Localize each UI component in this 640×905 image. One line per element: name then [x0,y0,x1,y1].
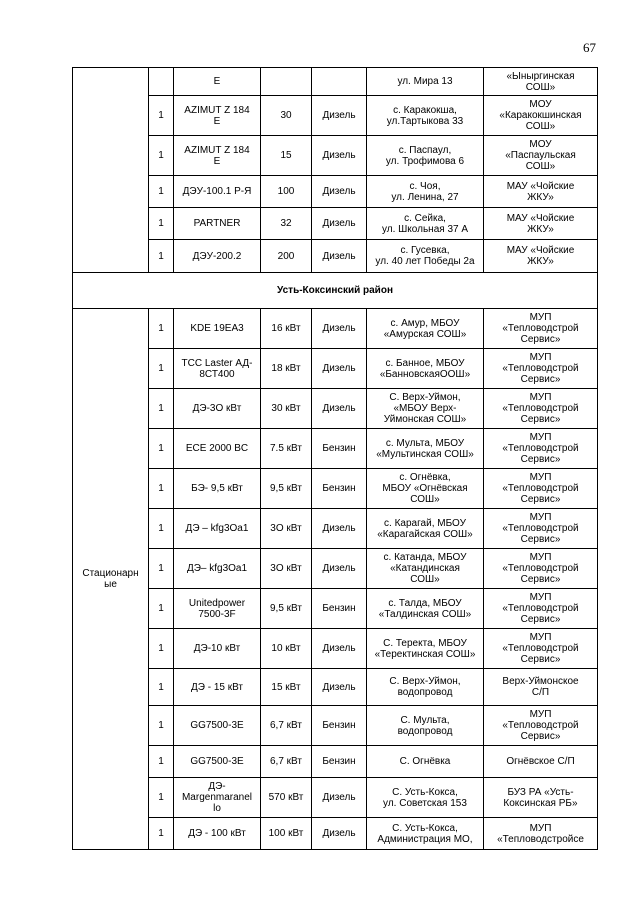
quantity-cell-text: 1 [158,563,164,574]
district-row [73,273,598,309]
power-cell [261,309,312,349]
table-row [73,208,598,240]
address-cell-text: С. Огнёвка [399,756,451,767]
owner-cell [484,589,598,629]
owner-cell [484,818,598,850]
quantity-cell-text: 1 [158,483,164,494]
power-cell [261,469,312,509]
owner-cell-text: МУП «Тепловодстрой Сервис» [502,432,579,465]
address-cell-text: с. Сейка, ул. Школьная 37 А [381,212,469,235]
owner-cell [484,629,598,669]
owner-cell [484,240,598,273]
address-cell [367,669,484,706]
fuel-cell-text: Бензин [322,483,356,494]
district-cell-text: Усть-Коксинский район [277,285,393,296]
power-cell-text: 6,7 кВт [270,756,302,767]
address-cell [367,429,484,469]
model-cell-text: GG7500-3E [190,720,244,731]
fuel-cell [312,176,367,208]
power-cell-text: 570 кВт [268,792,304,803]
power-cell-text: 32 [280,218,292,229]
quantity-cell [149,136,174,176]
table-row [73,240,598,273]
model-cell-text: ДЭ – kfg3Oa1 [185,523,249,534]
fuel-cell [312,669,367,706]
address-cell [367,778,484,818]
fuel-cell-text: Дизель [322,563,356,574]
quantity-cell [149,509,174,549]
power-cell [261,549,312,589]
table-row [73,669,598,706]
model-cell [174,706,261,746]
fuel-cell [312,629,367,669]
owner-cell [484,208,598,240]
table-row [73,389,598,429]
model-cell-text: ДЭУ-100.1 Р-Я [182,186,252,197]
address-cell [367,746,484,778]
address-cell [367,208,484,240]
model-cell [174,746,261,778]
table-row [73,509,598,549]
owner-cell [484,349,598,389]
fuel-cell [312,309,367,349]
power-cell [261,746,312,778]
type-cell [73,309,149,850]
address-cell [367,629,484,669]
table-row [73,68,598,96]
address-cell-text: с. Талда, МБОУ «Талдинская СОШ» [378,597,472,620]
fuel-cell-text: Дизель [322,403,356,414]
model-cell [174,509,261,549]
owner-cell-text: «Ыныргинская СОШ» [506,70,575,93]
fuel-cell [312,240,367,273]
owner-cell-text: МУП «Тепловодстрой Сервис» [502,552,579,585]
fuel-cell [312,778,367,818]
model-cell-text: ДЭ-3О кВт [192,403,242,414]
model-cell [174,429,261,469]
quantity-cell [149,669,174,706]
owner-cell-text: БУЗ РА «Усть- Коксинская РБ» [503,786,578,809]
quantity-cell [149,818,174,850]
address-cell [367,309,484,349]
fuel-cell [312,589,367,629]
table-row [73,136,598,176]
model-cell-text: GG7500-3E [190,756,244,767]
power-cell-text: 18 кВт [271,363,301,374]
quantity-cell-text: 1 [158,218,164,229]
owner-cell [484,778,598,818]
model-cell-text: ДЭ- Margenmaranel lo [181,781,253,814]
address-cell-text: с. Каракокша, ул.Тартыкова 33 [386,104,464,127]
address-cell-text: с. Чоя, ул. Ленина, 27 [391,180,459,203]
fuel-cell-text: Дизель [322,523,356,534]
owner-cell [484,136,598,176]
address-cell [367,240,484,273]
address-cell-text: с. Банное, МБОУ «БанновскаяООШ» [379,357,471,380]
owner-cell-text: МАУ «Чойские ЖКУ» [506,180,575,203]
quantity-cell-text: 1 [158,403,164,414]
owner-cell-text: МУП «Тепловодстрой Сервис» [502,312,579,345]
owner-cell [484,96,598,136]
table-row [73,469,598,509]
fuel-cell-text: Дизель [322,792,356,803]
model-cell [174,176,261,208]
address-cell-text: с. Карагай, МБОУ «Карагайская СОШ» [377,517,473,540]
fuel-cell [312,349,367,389]
power-cell [261,349,312,389]
owner-cell [484,176,598,208]
type-cell-empty [73,68,149,273]
owner-cell [484,429,598,469]
fuel-cell-text: Бензин [322,720,356,731]
power-cell [261,389,312,429]
power-cell [261,240,312,273]
quantity-cell [149,549,174,589]
power-cell [261,176,312,208]
model-cell-text: AZIMUT Z 184 E [184,144,250,167]
quantity-cell-text: 1 [158,443,164,454]
model-cell [174,629,261,669]
power-cell-text: 30 [280,110,292,121]
power-cell [261,68,312,96]
power-cell-text: 15 [280,150,292,161]
quantity-cell [149,469,174,509]
address-cell-text: С. Верх-Уймон, «МБОУ Верх- Уймонская СОШ» [383,392,467,425]
owner-cell-text: МУП «Тепловодстрой Сервис» [502,512,579,545]
power-cell-text: 7.5 кВт [270,443,302,454]
address-cell [367,589,484,629]
quantity-cell [149,389,174,429]
owner-cell-text: МУП «Тепловодстрой Сервис» [502,472,579,505]
power-cell [261,208,312,240]
owner-cell [484,706,598,746]
owner-cell-text: МУП «Тепловодстройсе [497,822,584,845]
model-cell [174,136,261,176]
power-cell-text: 200 [277,250,295,262]
model-cell [174,818,261,850]
owner-cell-text: МУП «Тепловодстрой Сервис» [502,392,579,425]
quantity-cell-text: 1 [158,150,164,161]
table-row [73,818,598,850]
model-cell [174,240,261,273]
power-cell-text: 9,5 кВт [270,483,302,494]
owner-cell-text: МУП «Тепловодстрой Сервис» [502,592,579,625]
model-cell-text: PARTNER [193,218,241,229]
owner-cell-text: Огнёвское С/П [506,756,575,767]
table-row [73,589,598,629]
power-cell [261,706,312,746]
fuel-cell-text: Дизель [322,828,356,839]
district-cell [73,273,598,309]
model-cell-text: ДЭУ-200.2 [192,250,242,262]
address-cell [367,509,484,549]
address-cell [367,469,484,509]
quantity-cell [149,68,174,96]
owner-cell [484,669,598,706]
fuel-cell [312,429,367,469]
table-row [73,746,598,778]
model-cell-text: TCC Laster АД- 8СТ400 [181,357,253,380]
owner-cell-text: Верх-Уймонское С/П [502,676,579,698]
address-cell-text: с. Огнёвка, МБОУ «Огнёвская СОШ» [382,472,468,505]
power-cell-text: 3О кВт [270,563,302,574]
address-cell-text: с. Гусевка, ул. 40 лет Победы 2а [375,245,475,267]
model-cell-text: ДЭ - 100 кВт [188,828,246,839]
model-cell [174,778,261,818]
fuel-cell [312,208,367,240]
power-cell-text: 9,5 кВт [270,603,302,614]
owner-cell [484,509,598,549]
owner-cell [484,68,598,96]
owner-cell-text: МАУ «Чойские ЖКУ» [506,212,575,235]
quantity-cell [149,778,174,818]
power-cell [261,136,312,176]
fuel-cell [312,136,367,176]
table-row [73,549,598,589]
power-cell-text: 6,7 кВт [270,720,302,731]
quantity-cell [149,349,174,389]
power-cell-text: 100 [277,186,295,197]
owner-cell [484,469,598,509]
owner-cell [484,309,598,349]
model-cell [174,669,261,706]
model-cell-text: ДЭ– kfg3Oa1 [186,563,248,574]
fuel-cell [312,96,367,136]
table-row [73,429,598,469]
address-cell-text: ул. Мира 13 [397,76,453,87]
table-row [73,778,598,818]
table-row [73,176,598,208]
fuel-cell [312,818,367,850]
model-cell [174,589,261,629]
quantity-cell-text: 1 [158,186,164,197]
fuel-cell-text: Дизель [322,250,356,262]
fuel-cell-text: Дизель [322,186,356,197]
quantity-cell-text: 1 [158,792,164,803]
model-cell-text: БЭ- 9,5 кВт [191,483,243,494]
power-cell [261,589,312,629]
fuel-cell-text: Дизель [322,643,356,654]
owner-cell-text: МУП «Тепловодстрой Сервис» [502,632,579,665]
quantity-cell [149,208,174,240]
address-cell [367,349,484,389]
model-cell [174,96,261,136]
quantity-cell [149,96,174,136]
model-cell-text: AZIMUT Z 184 E [184,104,250,127]
table-row [73,349,598,389]
address-cell-text: с. Мульта, МБОУ «Мультинская СОШ» [376,437,474,460]
owner-cell-text: МАУ «Чойские ЖКУ» [506,245,575,267]
address-cell-text: С. Мульта, водопровод [397,714,453,737]
address-cell [367,389,484,429]
fuel-cell [312,509,367,549]
power-cell [261,778,312,818]
quantity-cell-text: 1 [158,110,164,121]
address-cell-text: С. Усть-Кокса, ул. Советская 153 [383,786,467,809]
quantity-cell [149,429,174,469]
address-cell-text: С. Верх-Уймон, водопровод [389,676,461,698]
quantity-cell-text: 1 [158,323,164,334]
address-cell-text: С. Теректа, МБОУ «Теректинская СОШ» [374,637,476,660]
model-cell-text: Unitedpower 7500-3F [188,597,246,620]
address-cell [367,68,484,96]
quantity-cell-text: 1 [158,523,164,534]
owner-cell-text: МОУ «Каракокшинская СОШ» [499,99,582,132]
table-row [73,706,598,746]
fuel-cell [312,706,367,746]
table-row [73,96,598,136]
model-cell [174,549,261,589]
model-cell-text: ДЭ-10 кВт [193,643,241,654]
model-cell-text: ECE 2000 BC [185,443,249,454]
owner-cell-text: МУП «Тепловодстрой Сервис» [502,352,579,385]
address-cell [367,96,484,136]
model-cell-text: ДЭ - 15 кВт [190,681,244,693]
quantity-cell-text: 1 [158,603,164,614]
quantity-cell [149,706,174,746]
fuel-cell [312,746,367,778]
address-cell [367,706,484,746]
power-cell [261,509,312,549]
quantity-cell [149,589,174,629]
model-cell-text: KDE 19EA3 [190,323,244,334]
table-row [73,309,598,349]
power-cell-text: 100 кВт [268,828,304,839]
fuel-cell-text: Дизель [322,218,356,229]
model-cell-text: E [213,76,221,87]
fuel-cell-text: Дизель [322,150,356,161]
fuel-cell [312,549,367,589]
address-cell-text: с. Паспаул, ул. Трофимова 6 [385,144,465,167]
page-number: 67 [583,40,596,55]
power-cell [261,96,312,136]
quantity-cell [149,746,174,778]
quantity-cell-text: 1 [158,643,164,654]
fuel-cell-text: Дизель [322,363,356,374]
fuel-cell [312,68,367,96]
quantity-cell-text: 1 [158,363,164,374]
address-cell [367,549,484,589]
power-cell-text: 15 кВт [271,681,301,693]
address-cell-text: с. Катанда, МБОУ «Катандинская СОШ» [383,552,467,585]
model-cell [174,469,261,509]
address-cell [367,136,484,176]
quantity-cell-text: 1 [158,828,164,839]
model-cell [174,309,261,349]
power-cell-text: 10 кВт [271,643,301,654]
model-cell [174,349,261,389]
fuel-cell-text: Бензин [322,756,356,767]
owner-cell [484,389,598,429]
owner-cell-text: МОУ «Паспаульская СОШ» [505,139,576,172]
fuel-cell-text: Бензин [322,443,356,454]
address-cell [367,176,484,208]
power-cell-text: 16 кВт [271,323,301,334]
fuel-cell-text: Дизель [322,681,356,693]
address-cell [367,818,484,850]
address-cell-text: С. Усть-Кокса, Администрация МО, [377,822,473,845]
quantity-cell [149,629,174,669]
owner-cell [484,549,598,589]
table-row [73,629,598,669]
generator-table [72,67,598,850]
quantity-cell [149,240,174,273]
model-cell [174,68,261,96]
fuel-cell-text: Дизель [322,323,356,334]
power-cell [261,669,312,706]
type-cell-text: Стационарн ые [82,568,139,590]
power-cell-text: 3О кВт [270,523,302,534]
model-cell [174,208,261,240]
fuel-cell-text: Бензин [322,603,356,614]
quantity-cell-text: 1 [158,756,164,767]
quantity-cell-text: 1 [158,681,164,693]
fuel-cell [312,389,367,429]
quantity-cell [149,309,174,349]
fuel-cell-text: Дизель [322,110,356,121]
quantity-cell [149,176,174,208]
owner-cell-text: МУП «Тепловодстрой Сервис» [502,709,579,742]
power-cell [261,429,312,469]
model-cell [174,389,261,429]
fuel-cell [312,469,367,509]
owner-cell [484,746,598,778]
quantity-cell-text: 1 [158,720,164,731]
power-cell [261,818,312,850]
power-cell-text: 30 кВт [271,403,301,414]
address-cell-text: с. Амур, МБОУ «Амурская СОШ» [383,317,467,340]
quantity-cell-text: 1 [158,250,164,262]
power-cell [261,629,312,669]
